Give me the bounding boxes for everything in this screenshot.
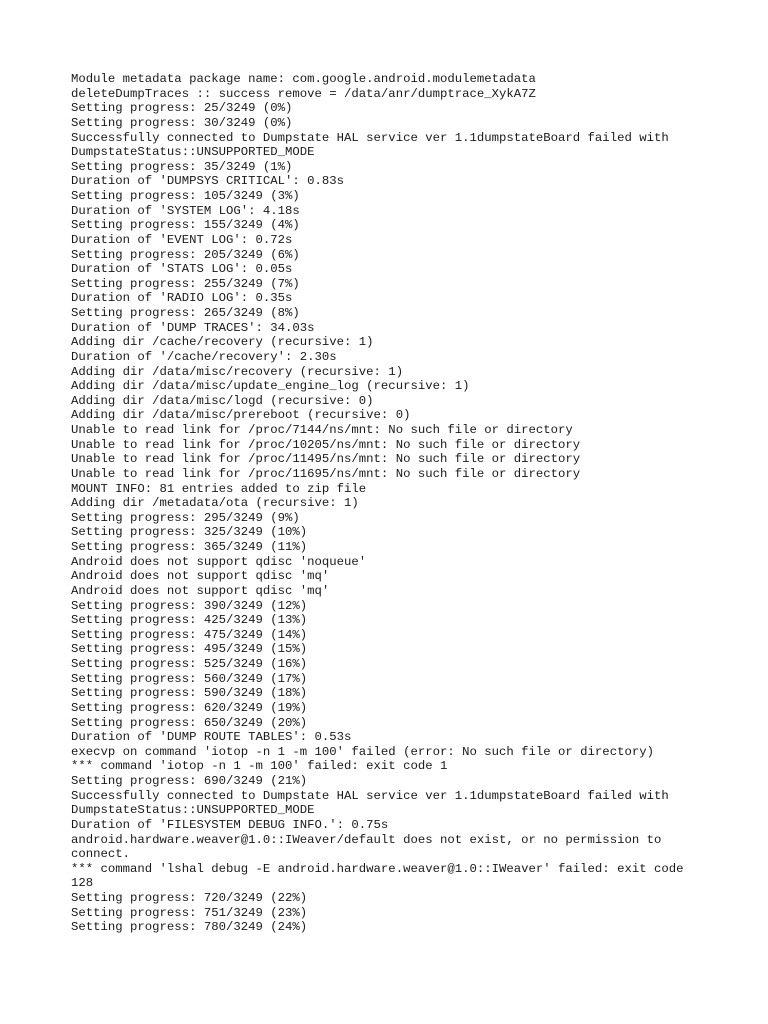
- log-line: Adding dir /data/misc/prereboot (recursive: 0): [71, 408, 411, 423]
- log-line: Adding dir /data/misc/recovery (recursive: 1): [71, 364, 404, 379]
- log-line: Setting progress: 590/3249 (18%): [71, 686, 308, 701]
- log-line: Setting progress: 30/3249 (0%): [71, 115, 293, 130]
- log-line: Successfully connected to Dumpstate HAL service ver 1.1dumpstateBoard failed with: [71, 788, 669, 803]
- log-line: Setting progress: 780/3249 (24%): [71, 920, 308, 935]
- log-line: Setting progress: 390/3249 (12%): [71, 598, 308, 613]
- log-line: Duration of 'EVENT LOG': 0.72s: [71, 232, 293, 247]
- log-line: DumpstateStatus::UNSUPPORTED_MODE: [71, 145, 315, 160]
- log-line: Unable to read link for /proc/10205/ns/mnt: No such file or directory: [71, 437, 581, 452]
- log-line: Duration of 'RADIO LOG': 0.35s: [71, 291, 293, 306]
- log-line: Android does not support qdisc 'mq': [71, 583, 330, 598]
- log-line: Setting progress: 475/3249 (14%): [71, 627, 308, 642]
- log-line: Setting progress: 560/3249 (17%): [71, 671, 308, 686]
- log-line: 128: [71, 876, 94, 891]
- log-line: Setting progress: 265/3249 (8%): [71, 306, 300, 320]
- log-line: execvp on command 'iotop -n 1 -m 100' failed (error: No such file or directory): [71, 744, 654, 759]
- log-line: Setting progress: 425/3249 (13%): [71, 613, 308, 628]
- log-line: Duration of 'FILESYSTEM DEBUG INFO.': 0.75s: [71, 817, 389, 832]
- log-line: MOUNT INFO: 81 entries added to zip file: [71, 481, 367, 496]
- log-line: Setting progress: 650/3249 (20%): [71, 715, 308, 730]
- log-line: Setting progress: 365/3249 (11%): [71, 540, 308, 554]
- log-line: Duration of 'DUMP ROUTE TABLES': 0.53s: [71, 730, 352, 745]
- log-line: Adding dir /data/misc/update_engine_log (recursive: 1): [71, 379, 470, 394]
- log-line: Setting progress: 255/3249 (7%): [71, 276, 300, 291]
- log-line: Setting progress: 720/3249 (22%): [71, 891, 308, 905]
- log-line: DumpstateStatus::UNSUPPORTED_MODE: [71, 803, 315, 818]
- log-line: Setting progress: 155/3249 (4%): [71, 218, 300, 233]
- log-line: Setting progress: 25/3249 (0%): [71, 101, 293, 116]
- log-line: deleteDumpTraces :: success remove = /data/anr/dumptrace_XykA7Z: [71, 86, 536, 101]
- log-line: android.hardware.weaver@1.0::IWeaver/default does not exist, or no permission to: [71, 832, 662, 847]
- log-line: Adding dir /cache/recovery (recursive: 1): [71, 335, 374, 350]
- log-line: Unable to read link for /proc/7144/ns/mnt: No such file or directory: [71, 423, 573, 437]
- log-line: connect.: [71, 847, 131, 862]
- log-line: Unable to read link for /proc/11495/ns/mnt: No such file or directory: [71, 452, 581, 467]
- log-line: Setting progress: 295/3249 (9%): [71, 510, 300, 525]
- log-line: Duration of 'DUMP TRACES': 34.03s: [71, 320, 315, 335]
- log-line: Unable to read link for /proc/11695/ns/mnt: No such file or directory: [71, 466, 581, 481]
- log-line: Duration of 'SYSTEM LOG': 4.18s: [71, 203, 300, 218]
- log-line: Adding dir /data/misc/logd (recursive: 0): [71, 393, 374, 408]
- log-line: Android does not support qdisc 'noqueue': [71, 554, 367, 569]
- log-line: Setting progress: 525/3249 (16%): [71, 657, 308, 671]
- log-line: Setting progress: 325/3249 (10%): [71, 525, 308, 540]
- log-line: Setting progress: 205/3249 (6%): [71, 247, 300, 262]
- log-line: Duration of 'DUMPSYS CRITICAL': 0.83s: [71, 174, 345, 189]
- log-line: Adding dir /metadata/ota (recursive: 1): [71, 496, 359, 511]
- log-line: Module metadata package name: com.google.android.modulemetadata: [71, 72, 536, 86]
- log-line: Setting progress: 495/3249 (15%): [71, 642, 308, 657]
- log-line: Setting progress: 35/3249 (1%): [71, 159, 293, 174]
- log-line: Setting progress: 105/3249 (3%): [71, 189, 300, 203]
- log-output: [71, 72, 731, 935]
- log-line: Successfully connected to Dumpstate HAL service ver 1.1dumpstateBoard failed with: [71, 130, 669, 145]
- log-line: *** command 'iotop -n 1 -m 100' failed: exit code 1: [71, 759, 448, 774]
- log-line: Duration of '/cache/recovery': 2.30s: [71, 349, 337, 364]
- log-line: Android does not support qdisc 'mq': [71, 569, 330, 584]
- log-line: *** command 'lshal debug -E android.hardware.weaver@1.0::IWeaver' failed: exit code: [71, 861, 684, 876]
- log-line: Setting progress: 620/3249 (19%): [71, 700, 308, 715]
- log-line: Setting progress: 690/3249 (21%): [71, 774, 308, 788]
- log-line: Duration of 'STATS LOG': 0.05s: [71, 262, 293, 277]
- log-line: Setting progress: 751/3249 (23%): [71, 905, 308, 920]
